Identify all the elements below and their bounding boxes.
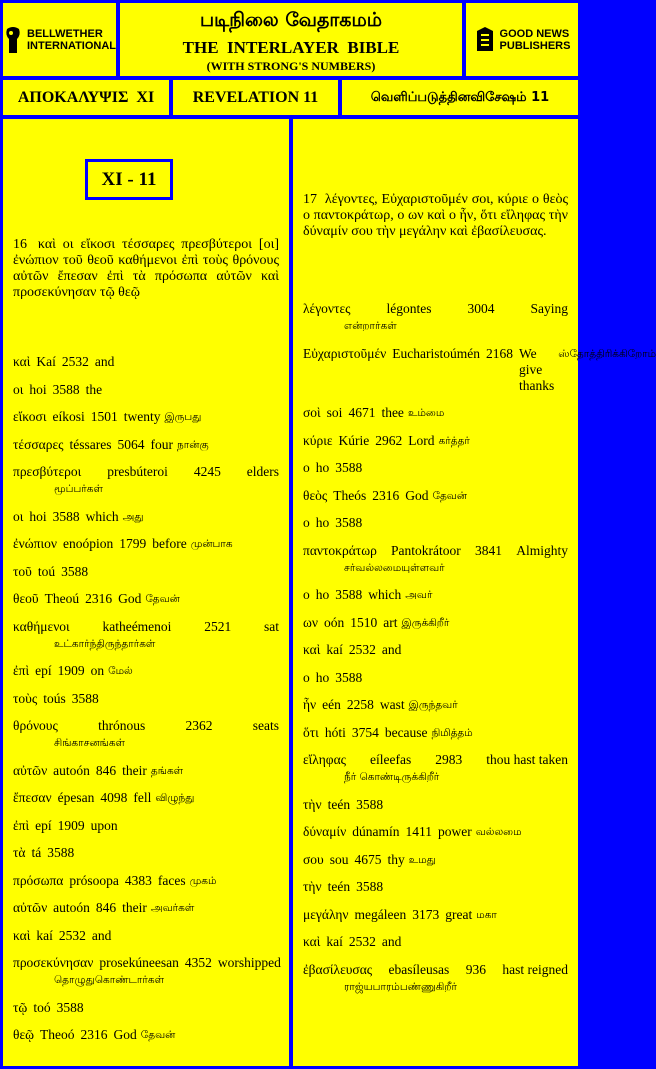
english-gloss: We give thanks	[518, 345, 555, 393]
strongs-number: 5064	[117, 436, 145, 452]
strongs-number: 3588	[56, 999, 84, 1015]
tamil-gloss: ஸ்தோத்திரிக்கிறோம்	[558, 347, 656, 360]
tamil-gloss: அவர்	[405, 589, 433, 601]
strongs-number: 2362	[185, 718, 213, 733]
strongs-number: 3588	[71, 690, 99, 706]
strongs-number: 3588	[335, 669, 363, 685]
greek-word: τοὺς	[13, 690, 38, 706]
strongs-number: 3588	[47, 845, 75, 860]
word-entry	[303, 543, 568, 576]
strongs-number: 3588	[335, 515, 363, 530]
tamil-gloss: சர்வல்லமையுள்ளவர்	[344, 561, 445, 574]
greek-word: Εὐχαριστοῦμέν	[303, 345, 387, 361]
subtitle: (WITH STRONG'S NUMBERS)	[206, 59, 376, 73]
tamil-gloss: நிமித்தம்	[431, 726, 473, 739]
left-column	[3, 119, 289, 1066]
right-word-list	[303, 301, 656, 1006]
greek-word: ἐπὶ	[13, 817, 30, 833]
english-gloss: the	[85, 381, 103, 397]
tamil-gloss: வல்லமை	[475, 826, 522, 838]
english-gloss: and	[381, 642, 402, 657]
strongs-number: 1909	[57, 663, 85, 678]
word-entry	[13, 955, 279, 988]
transliteration: eén	[322, 697, 341, 712]
greek-word: καὶ	[303, 934, 321, 949]
english-gloss: upon	[90, 817, 118, 833]
greek-word: προσεκύνησαν	[13, 955, 94, 970]
word-entry	[303, 934, 568, 950]
english-gloss: wast	[379, 697, 405, 712]
word-entry	[303, 301, 568, 334]
word-entry	[303, 642, 568, 658]
word-entry	[13, 763, 279, 779]
transliteration: Eucharistoúmén	[392, 345, 480, 361]
english-gloss: fell	[133, 790, 152, 805]
word-entry	[303, 587, 568, 603]
word-entry	[303, 852, 568, 868]
greek-word: κύριε	[303, 432, 333, 448]
strongs-number: 2532	[61, 354, 89, 369]
transliteration: epí	[35, 817, 52, 833]
greek-word: δύναμίν	[303, 824, 347, 839]
word-entry	[303, 515, 568, 531]
strongs-number: 1411	[405, 824, 432, 839]
title-tamil: படிநிலை வேதாகமம்	[199, 9, 383, 31]
transliteration: hoi	[29, 381, 47, 397]
greek-word: καθήμενοι	[13, 618, 70, 634]
tamil-book-header: வெளிப்படுத்தினவிசேஷம் 11	[342, 80, 578, 115]
word-entry	[303, 962, 568, 995]
word-entry	[303, 345, 656, 394]
word-entry	[303, 433, 568, 449]
word-entry	[13, 718, 279, 751]
right-column	[293, 119, 656, 1066]
english-gloss: seats	[252, 718, 279, 733]
greek-word: τέσσαρες	[13, 436, 64, 452]
transliteration: téssares	[69, 436, 112, 452]
greek-word: ο	[303, 460, 310, 475]
tamil-gloss: தேவன்	[140, 1029, 176, 1041]
word-entry	[13, 845, 279, 861]
strongs-number: 2962	[375, 432, 403, 448]
verse-number: 17	[303, 192, 317, 207]
strongs-number: 2521	[204, 618, 232, 634]
strongs-number: 846	[95, 900, 117, 915]
transliteration: kaí	[326, 934, 343, 949]
transliteration: kaí	[326, 642, 343, 657]
english-gloss: art	[383, 614, 398, 630]
tamil-gloss: சிங்காசனங்கள்	[54, 737, 126, 749]
tamil-gloss: அவர்கள்	[150, 902, 195, 914]
english-book-header: REVELATION 11	[173, 80, 338, 115]
title-english: THE INTERLAYER BIBLE	[182, 38, 400, 57]
word-entry	[13, 873, 279, 889]
strongs-number: 4671	[348, 405, 376, 420]
strongs-number: 936	[465, 961, 486, 977]
transliteration: soi	[326, 405, 343, 420]
tamil-gloss: இருபது	[164, 411, 202, 423]
strongs-number: 3588	[356, 879, 384, 894]
greek-word: ἐβασίλευσας	[303, 961, 373, 977]
transliteration: ho	[315, 587, 330, 602]
greek-word: οι	[13, 381, 24, 397]
word-entry	[303, 488, 568, 504]
greek-word: ο	[303, 669, 310, 685]
transliteration: enoópion	[62, 536, 114, 551]
transliteration: eíleefas	[370, 752, 412, 767]
ram-icon	[3, 25, 23, 55]
transliteration: eíkosi	[52, 409, 85, 424]
english-gloss: twenty	[123, 409, 161, 424]
tamil-gloss: தேவன்	[432, 489, 468, 502]
strongs-number: 3004	[467, 301, 495, 316]
english-gloss: their	[122, 762, 147, 778]
transliteration: toó	[33, 999, 51, 1015]
english-gloss: God	[118, 591, 142, 606]
tamil-gloss: நான்கு	[176, 438, 209, 451]
english-gloss: elders	[246, 464, 279, 479]
greek-word: τὴν	[303, 879, 322, 894]
transliteration: toús	[43, 690, 66, 706]
logo-left-line1: BELLWETHER	[27, 27, 103, 40]
tamil-gloss: இருக்கிறீர்	[401, 616, 450, 629]
transliteration: ho	[315, 515, 330, 530]
word-entry	[13, 790, 279, 806]
word-entry	[303, 670, 568, 686]
strongs-number: 3588	[52, 508, 80, 524]
word-entry	[13, 663, 279, 679]
word-entry	[13, 464, 279, 497]
tamil-gloss: இருந்தவர்	[408, 699, 458, 711]
english-gloss: before	[152, 536, 187, 551]
greek-word: πρόσωπα	[13, 872, 64, 888]
word-entry	[303, 615, 568, 631]
strongs-number: 4098	[100, 790, 128, 805]
strongs-number: 3588	[335, 587, 363, 602]
greek-word: ἐπὶ	[13, 663, 30, 678]
tamil-gloss: தங்கள்	[150, 764, 184, 777]
greek-word: ἦν	[303, 697, 317, 712]
strongs-number: 1510	[350, 614, 378, 630]
left-word-list	[13, 354, 279, 1055]
greek-word: αὐτῶν	[13, 762, 48, 778]
strongs-number: 3588	[335, 460, 363, 475]
tamil-gloss: அது	[122, 510, 144, 523]
transliteration: sou	[329, 851, 349, 867]
word-entry	[13, 928, 279, 944]
english-gloss: thee	[381, 405, 404, 420]
greek-word: θεῷ	[13, 1027, 35, 1042]
tamil-gloss: உம்மை	[407, 407, 445, 419]
transliteration: teén	[327, 879, 351, 894]
tamil-gloss: மூப்பர்கள்	[54, 483, 103, 495]
greek-word: παντοκράτωρ	[303, 542, 377, 558]
word-entry	[13, 409, 279, 425]
greek-word: ο	[303, 515, 310, 530]
english-gloss: their	[122, 900, 147, 915]
greek-word: ων	[303, 614, 318, 630]
logo-right-line1: GOOD NEWS	[499, 27, 570, 40]
greek-word: θεὸς	[303, 487, 328, 503]
transliteration: ebasíleusas	[388, 961, 450, 977]
transliteration: Kúrie	[338, 432, 370, 448]
word-entry	[13, 536, 279, 552]
word-entry	[303, 697, 568, 713]
greek-word: τὴν	[303, 796, 322, 812]
word-entry	[303, 907, 568, 923]
transliteration: prosekúneesan	[99, 955, 179, 970]
english-gloss: God	[405, 487, 429, 503]
transliteration: ho	[315, 460, 330, 475]
verse-16-text: 16 καὶ οι εἴκοσι τέσσαρες πρεσβύτεροι [οι] ἐνώπιον τοῦ θεοῦ καθήμενοι ἐπὶ τοὺς θρόνους αὐτῶν ἔπεσαν ἐπὶ τὰ πρόσωπα αὐτῶν καὶ προσεκύνησαν τῷ θεῷ	[13, 237, 280, 300]
greek-book-header: ΑΠΟΚΑΛΥΨΙΣ XI	[3, 80, 169, 115]
logo-left-line2: INTERNATIONAL	[27, 39, 117, 52]
transliteration: Theós	[333, 487, 367, 503]
greek-word: ἐνώπιον	[13, 536, 57, 551]
tamil-gloss: தேவன்	[145, 593, 180, 605]
english-gloss: which	[85, 508, 119, 524]
english-gloss: and	[91, 927, 112, 943]
english-gloss: and	[381, 934, 402, 949]
strongs-number: 4352	[184, 955, 212, 970]
greek-word: θρόνους	[13, 718, 58, 733]
greek-word: σοὶ	[303, 405, 321, 420]
word-entry	[303, 752, 568, 785]
transliteration: Kaí	[36, 354, 56, 369]
transliteration: dúnamín	[352, 824, 400, 839]
word-entry	[13, 354, 279, 370]
word-entry	[303, 460, 568, 476]
transliteration: hóti	[324, 724, 346, 740]
english-gloss: faces	[157, 872, 186, 888]
word-entry	[13, 382, 279, 398]
greek-word: τοῦ	[13, 563, 32, 579]
greek-word: λέγοντες	[303, 301, 351, 316]
transliteration: megáleen	[354, 906, 407, 922]
logo-right-line2: PUBLISHERS	[499, 39, 571, 52]
english-gloss: which	[368, 587, 402, 602]
greek-word: εἴκοσι	[13, 409, 47, 424]
greek-word: καὶ	[13, 354, 31, 369]
greek-word: τὰ	[13, 845, 26, 860]
strongs-number: 1501	[90, 409, 118, 424]
greek-word: καὶ	[303, 642, 321, 657]
strongs-number: 1799	[119, 536, 147, 551]
transliteration: kaí	[36, 927, 53, 943]
word-entry	[303, 824, 568, 840]
english-gloss: worshipped	[217, 955, 281, 970]
word-entry	[13, 437, 279, 453]
word-entry	[13, 591, 279, 607]
greek-word: ο	[303, 587, 310, 602]
transliteration: autoón	[53, 762, 90, 778]
strongs-number: 3588	[61, 563, 89, 579]
transliteration: hoi	[29, 508, 47, 524]
strongs-number: 3588	[52, 381, 80, 397]
transliteration: Theoú	[44, 591, 80, 606]
strongs-number: 4245	[193, 464, 221, 479]
tamil-gloss: உமது	[408, 853, 436, 866]
transliteration: Pantokrátoor	[391, 542, 461, 558]
greek-word: οι	[13, 508, 24, 524]
transliteration: toú	[37, 563, 56, 579]
word-entry	[13, 818, 279, 834]
strongs-number: 2316	[85, 591, 113, 606]
word-entry	[13, 900, 279, 916]
word-entry	[13, 1027, 279, 1043]
strongs-number: 3173	[412, 906, 440, 922]
transliteration: ho	[315, 669, 330, 685]
strongs-number: 2983	[435, 752, 463, 767]
word-entry	[13, 564, 279, 580]
english-gloss: because	[384, 724, 428, 740]
greek-word: τῷ	[13, 999, 28, 1015]
transliteration: teén	[327, 796, 351, 812]
english-gloss: on	[90, 663, 105, 678]
greek-word: εἴληφας	[303, 752, 346, 767]
transliteration: prósoopa	[69, 872, 119, 888]
english-gloss: thou hast taken	[486, 752, 568, 767]
greek-word: αὐτῶν	[13, 900, 48, 915]
english-gloss: hast reigned	[502, 961, 568, 977]
transliteration: autoón	[53, 900, 90, 915]
english-gloss: God	[113, 1027, 137, 1042]
english-gloss: and	[94, 354, 115, 369]
strongs-number: 3588	[356, 796, 384, 812]
transliteration: tá	[31, 845, 42, 860]
strongs-number: 2532	[348, 642, 376, 657]
tamil-gloss: உட்கார்ந்திருந்தார்கள்	[54, 637, 156, 650]
english-gloss: power	[437, 824, 472, 839]
english-gloss: Lord	[408, 432, 435, 448]
transliteration: légontes	[386, 301, 432, 316]
transliteration: katheémenoi	[102, 618, 172, 634]
tamil-gloss: மேல்	[108, 665, 133, 677]
word-entry	[303, 879, 568, 895]
verse-number: 16	[13, 237, 27, 252]
tamil-gloss: முகம்	[189, 874, 217, 887]
strongs-number: 4383	[124, 872, 152, 888]
greek-word: πρεσβύτεροι	[13, 464, 82, 479]
word-entry	[13, 619, 279, 652]
greek-word: σου	[303, 851, 324, 867]
strongs-number: 1909	[57, 817, 85, 833]
transliteration: presbúteroi	[107, 464, 168, 479]
word-entry	[303, 725, 568, 741]
tamil-gloss: முன்பாக	[190, 538, 233, 550]
strongs-number: 846	[95, 762, 117, 778]
greek-word: καὶ	[13, 927, 31, 943]
english-gloss: great	[445, 906, 473, 922]
tamil-gloss: தொழுதுகொண்டார்கள்	[54, 974, 165, 986]
english-gloss: sat	[263, 618, 279, 634]
word-entry	[303, 405, 568, 421]
chapter-badge: XI - 11	[85, 159, 173, 200]
word-entry	[13, 691, 279, 707]
transliteration: Theoó	[40, 1027, 75, 1042]
greek-word: θεοῦ	[13, 591, 39, 606]
bellwether-logo	[3, 3, 116, 76]
strongs-number: 3754	[351, 724, 379, 740]
word-entry	[13, 1000, 279, 1016]
transliteration: oón	[324, 614, 345, 630]
strongs-number: 2258	[346, 697, 374, 712]
english-gloss: thy	[387, 851, 405, 867]
greek-word: ὅτι	[303, 724, 319, 740]
strongs-number: 2316	[80, 1027, 108, 1042]
strongs-number: 2532	[348, 934, 376, 949]
strongs-number: 3841	[475, 542, 503, 558]
transliteration: epí	[35, 663, 52, 678]
globe-icon	[474, 25, 496, 55]
verse-17-text: 17 λέγοντες, Εὐχαριστοῦμέν σοι, κύριε ο θεὸς ο παντοκράτωρ, ο ων καὶ ο ἦν, ὅτι εἴληφας τὴν δύναμίν σου τὴν μεγάλην καὶ ἐβασίλευσας.	[303, 192, 569, 239]
transliteration: thrónous	[98, 718, 146, 733]
tamil-gloss: என்றார்கள்	[344, 320, 397, 332]
word-entry	[303, 797, 568, 813]
english-gloss: Saying	[530, 301, 568, 316]
strongs-number: 2532	[58, 927, 86, 943]
english-gloss: four	[150, 436, 173, 452]
tamil-gloss: விழுந்து	[155, 792, 195, 804]
tamil-gloss: நீர் கொண்டிருக்கிறீர்	[344, 771, 440, 783]
tamil-gloss: கர்த்தர்	[438, 434, 470, 447]
title-block	[120, 3, 462, 76]
greek-word: μεγάλην	[303, 906, 349, 922]
english-gloss: Almighty	[516, 542, 568, 558]
transliteration: épesan	[57, 790, 95, 805]
strongs-number: 2316	[372, 487, 400, 503]
strongs-number: 2168	[485, 345, 513, 361]
word-entry	[13, 509, 279, 525]
tamil-gloss: மகா	[476, 908, 497, 921]
greek-word: ἔπεσαν	[13, 790, 52, 805]
goodnews-logo	[466, 3, 578, 76]
strongs-number: 4675	[354, 851, 382, 867]
tamil-gloss: ராஜ்யபாரம்பண்ணுகிறீர்	[344, 980, 457, 993]
